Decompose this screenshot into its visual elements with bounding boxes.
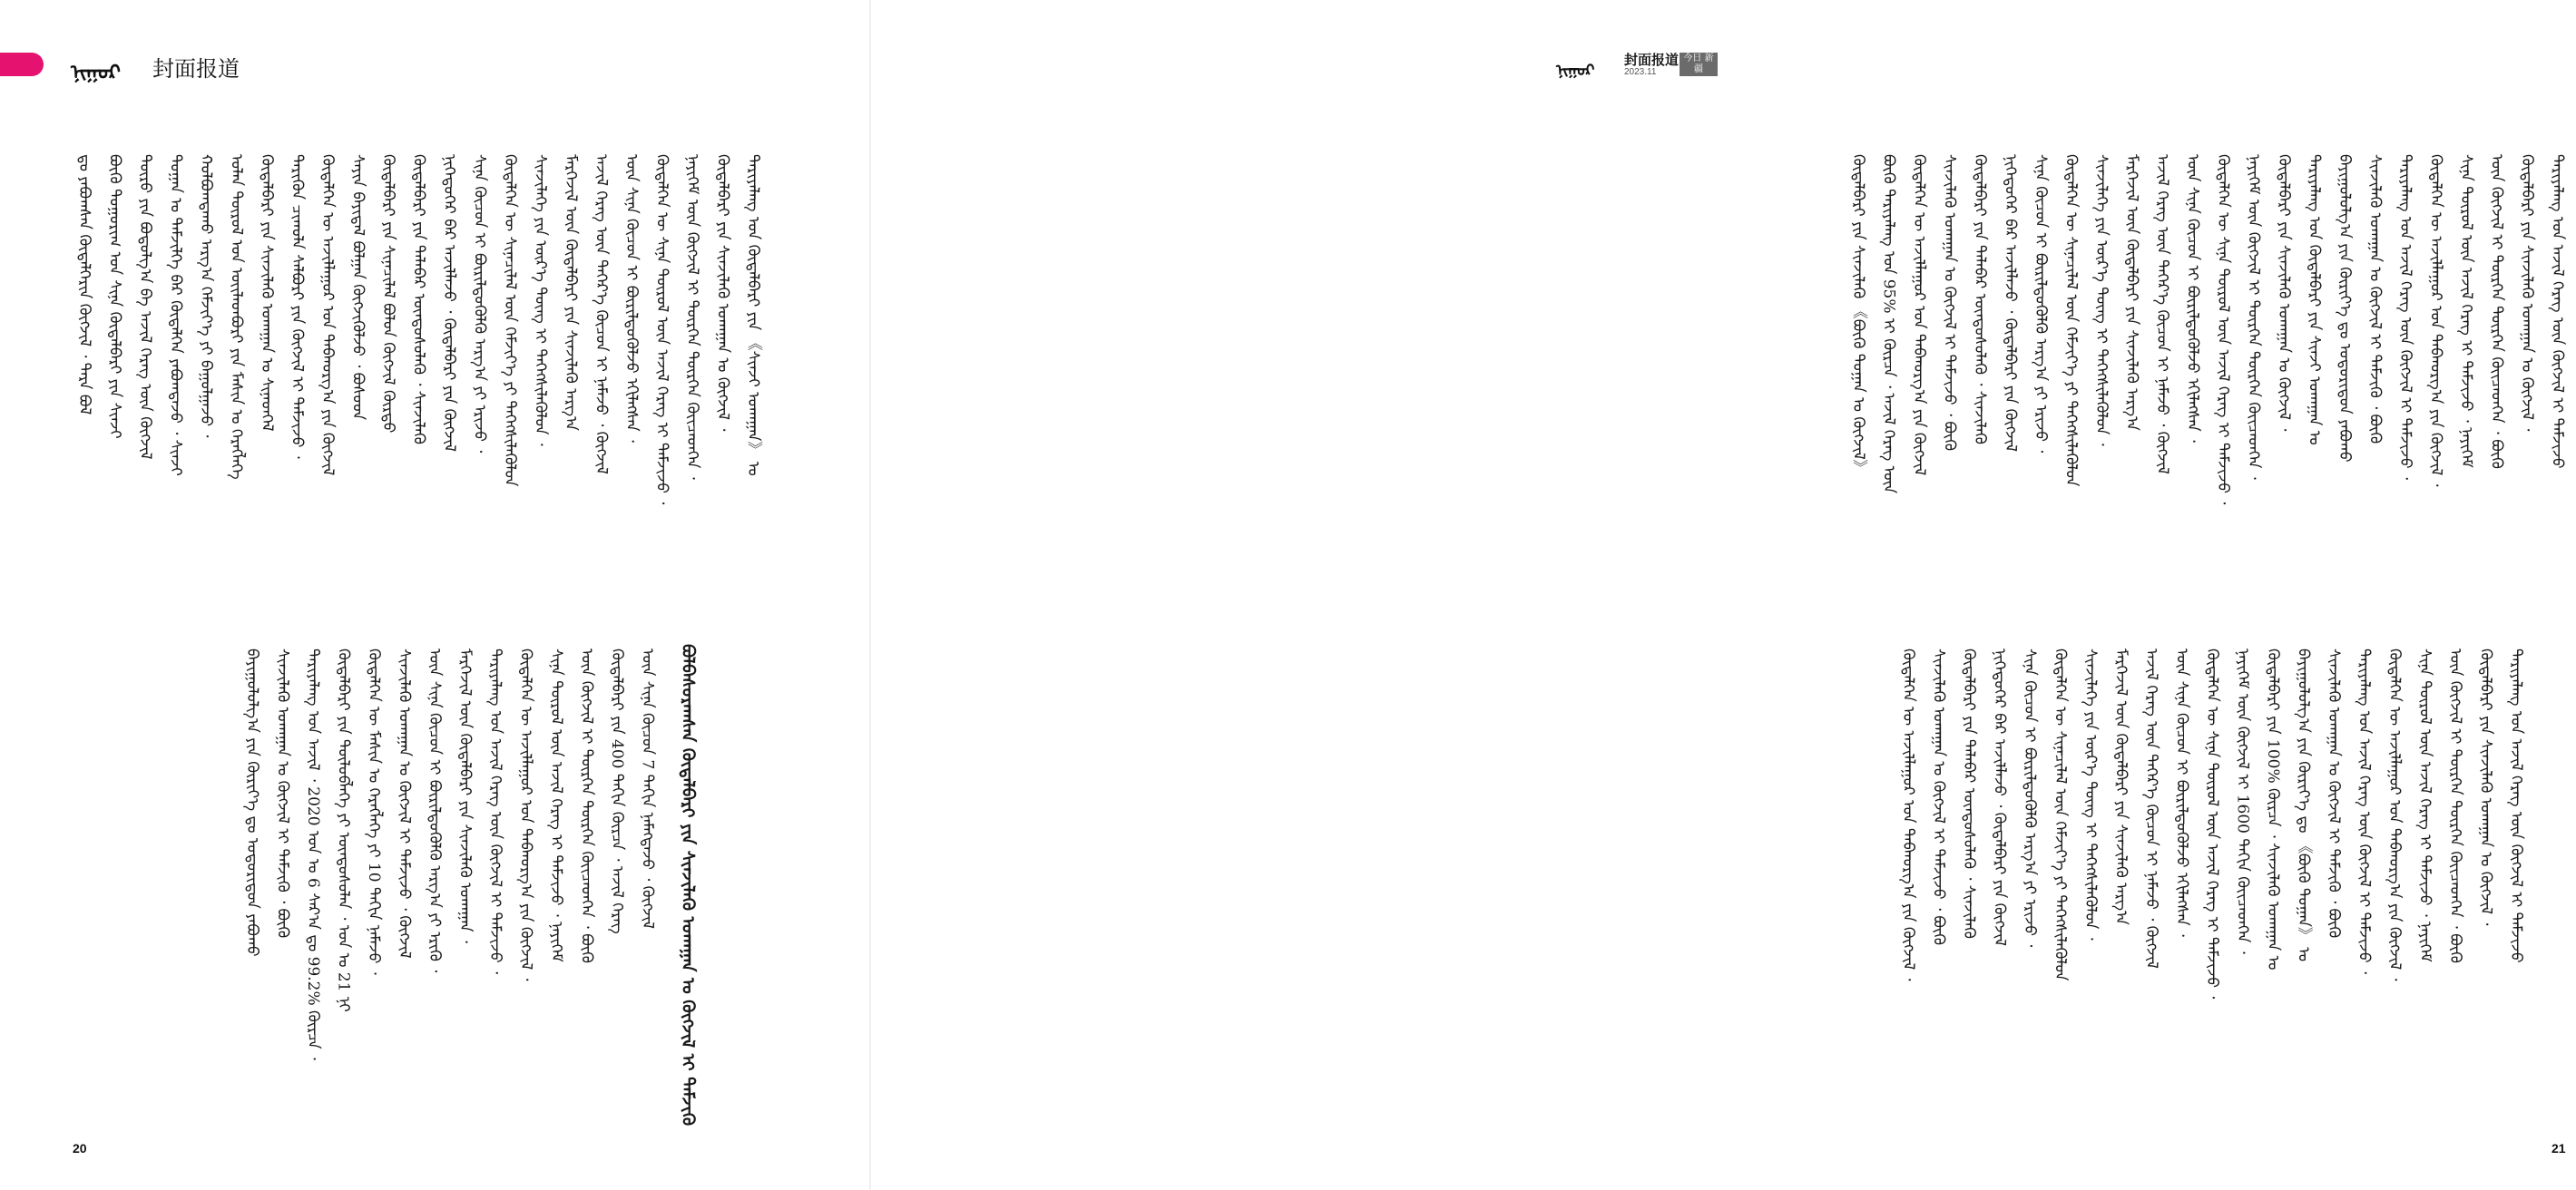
text-column: ᠠᠵᠢᠯ ᠬᠡᠷᠡᠭ ᠦᠨ ᠳᠡᠭᠡᠷ᠎ᠡ ᠬᠦᠴᠦᠨ ᠢ ᠨᠡᠮᠡᠵᠦ ᠂ ᠬᠥᠭᠵᠢᠯ [2142, 649, 2160, 969]
text-column: ᠲᠠᠷᠢᠶᠠᠯᠠᠩ ᠤᠨ ᠠᠵᠢᠯ ᠬᠡᠷᠡᠭ ᠦᠨ ᠬᠥᠭᠵᠢᠯ ᠢ ᠳᠡᠮᠵᠢᠵᠦ [2507, 649, 2525, 963]
text-column: ᠰᠢᠨᠵᠢᠯᠡᠬᠦ ᠤᠬᠠᠭᠠᠨ ᠤ ᠬᠥᠭᠵᠢᠯ ᠢ ᠳᠡᠮᠵᠢᠵᠦ ᠂ ᠪᠦᠬᠦ [1940, 154, 1959, 452]
left-page [0, 0, 871, 1190]
text-column: ᠮᠡᠷᠭᠡᠵᠢᠯ ᠦᠨ ᠬᠥᠳᠡᠯᠪᠡᠷᠢ ᠶᠢᠨ ᠰᠢᠨᠵᠢᠯᠡᠬᠦ ᠠᠷᠭ᠎ᠠ [2122, 154, 2141, 431]
text-column: ᠰᠢᠨᠵᠢᠯᠡᠭᠡ ᠶᠢᠨ ᠦᠷ᠎ᠡ ᠳᠦᠩ ᠢ ᠳᠡᠭᠡᠭᠰᠢᠯᠡᠭᠦᠯᠦᠨ ᠂ [2081, 649, 2100, 941]
text-column: ᠬᠥᠳᠡᠯᠭᠡᠨ ᠦ ᠠᠵᠢᠯᠯᠠᠭᠤᠷ ᠤᠨ ᠳᠠᠪᠬᠤᠷᠭ᠎ᠠ ᠶᠢᠨ ᠬᠥᠭᠵᠢᠯ ᠂ [2426, 154, 2445, 487]
text-column: ᠦᠨ ᠰᠢᠨᠡ ᠬᠦᠴᠦᠨ ᠢ ᠪᠦᠷᠢᠯᠳᠦᠭᠦᠯᠵᠦ ᠡᠬᠢᠯᠡᠭᠰᠡᠨ ᠂ [2172, 649, 2191, 937]
text-column: ᠠᠵᠢᠯ ᠬᠡᠷᠡᠭ ᠦᠨ ᠳᠡᠭᠡᠷ᠎ᠡ ᠬᠦᠴᠦᠨ ᠢ ᠨᠡᠮᠡᠵᠦ ᠂ ᠬᠥᠭᠵᠢᠯ [2153, 154, 2171, 474]
text-column: ᠲᠠᠷᠢᠶᠠᠯᠠᠩ ᠤᠨ ᠬᠥᠳᠡᠯᠪᠡᠷᠢ ᠶᠢᠨ ᠰᠢᠨᠵᠢ ᠤᠬᠠᠭᠠᠨ ᠤ [2305, 154, 2324, 445]
left-top-text-block [73, 154, 772, 644]
right-bottom-text-block [1896, 649, 2535, 1120]
text-column: ᠦᠨ ᠰᠢᠨᠡ ᠬᠦᠴᠦᠨ 7 ᠳᠠᠬᠢᠨ ᠨᠡᠮᠡᠭᠳᠡᠵᠦ ᠂ ᠬᠥᠭᠵᠢᠯ [638, 649, 657, 930]
issue-date: 2023.11 [1624, 67, 1657, 77]
text-column: ᠲᠠᠷᠢᠶᠠᠯᠠᠩ ᠤᠨ ᠠᠵᠢᠯ ᠬᠡᠷᠡᠭ ᠦᠨ ᠬᠥᠭᠵᠢᠯ ᠢ ᠳᠡᠮᠵᠢᠵᠦ [2548, 154, 2567, 469]
text-column: ᠰᠢᠨᠵᠢᠯᠡᠬᠦ ᠤᠬᠠᠭᠠᠨ ᠤ ᠬᠥᠭᠵᠢᠯ ᠢ ᠳᠡᠮᠵᠢᠬᠦ ᠂ ᠪᠦᠬᠦ [2365, 154, 2385, 444]
text-column: ᠰᠢᠨᠡ ᠲᠥᠷᠥᠯ ᠦᠨ ᠠᠵᠢᠯ ᠬᠡᠷᠡᠭ ᠢ ᠳᠡᠮᠵᠢᠵᠦ ᠂ ᠨᠡᠶᠢᠭᠡᠮ [547, 649, 565, 962]
text-column: ᠦᠨ ᠰᠢᠨᠡ ᠬᠦᠴᠦᠨ ᠢ ᠪᠦᠷᠢᠯᠳᠦᠭᠦᠯᠵᠦ ᠡᠬᠢᠯᠡᠭᠰᠡᠨ ᠂ [622, 154, 641, 443]
text-column: ᠬᠥᠳᠡᠯᠭᠡᠨ ᠦ ᠰᠢᠨᠡᠴᠢᠯᠡᠯ ᠦᠨ ᠬᠡᠮᠵᠢᠶ᠎ᠡ ᠶᠢ ᠳᠡᠭᠡᠭᠰᠢᠯᠡᠭᠦᠯᠦᠨ [2051, 649, 2070, 981]
text-column: ᠬᠥᠳᠡᠯᠭᠡᠨ ᠦ ᠠᠵᠢᠯᠯᠠᠭᠤᠷ ᠤᠨ ᠳᠠᠪᠬᠤᠷᠭ᠎ᠠ ᠶᠢᠨ ᠬᠥᠭᠵᠢᠯ ᠂ [516, 649, 535, 981]
text-column: ᠬᠥᠳᠡᠯᠪᠡᠷᠢ ᠶᠢᠨ 400 ᠳᠠᠬᠢᠨ ᠬᠦᠷᠴᠡ ᠂ ᠠᠵᠢᠯ ᠬᠡᠷᠡᠭ [608, 649, 626, 934]
text-column: ᠨᠡᠶᠢᠭᠡᠮ ᠦᠨ ᠬᠥᠭᠵᠢᠯ ᠢ 1600 ᠳᠠᠬᠢᠨ ᠭᠦᠢᠴᠡᠳᠭᠡᠨ ᠂ [2233, 649, 2252, 954]
text-column: ᠮᠡᠷᠭᠡᠵᠢᠯ ᠦᠨ ᠬᠥᠳᠡᠯᠪᠡᠷᠢ ᠶᠢᠨ ᠰᠢᠨᠵᠢᠯᠡᠬᠦ ᠠᠷᠭ᠎ᠠ [562, 154, 580, 431]
text-column: ᠬᠥᠳᠡᠯᠪᠡᠷᠢ ᠶᠢᠨ ᠲᠠᠯᠠᠪᠠᠷ ᠦᠨᠳᠦᠰᠦᠯᠡᠬᠦ ᠂ ᠰᠢᠨᠵᠢᠯᠡᠬᠦ [1971, 154, 1989, 444]
text-column: ᠬᠥᠳᠡᠯᠪᠡᠷᠢ ᠶᠢᠨ ᠰᠢᠨᠵᠢᠯᠡᠬᠦ ᠤᠬᠠᠭᠠᠨ ᠤ ᠬᠥᠭᠵᠢᠯ ᠂ [2476, 649, 2495, 926]
text-column: ᠬᠥᠳᠡᠯᠪᠡᠷᠢ ᠶᠢᠨ ᠰᠢᠨᠵᠢᠯᠡᠬᠦ 《ᠪᠦᠬᠦ ᠲᠣᠭᠠᠨ ᠤ ᠬᠥᠭᠵᠢᠯ》 [1849, 154, 1867, 475]
text-column: ᠲᠣᠭᠠᠨ ᠤ ᠳᠡᠮᠵᠢᠯᠭᠡ ᠪᠠᠷ ᠬᠥᠳᠡᠯᠭᠡᠨ ᠶᠠᠪᠤᠭᠳᠠᠵᠤ ᠂ ᠰᠢᠨᠵᠢ [166, 154, 185, 476]
text-column: ᠬᠥᠳᠡᠯᠪᠡᠷᠢ ᠶᠢᠨ ᠰᠢᠨᠵᠢᠯᠡᠬᠦ ᠤᠬᠠᠭᠠᠨ ᠤ ᠬᠥᠭᠵᠢᠯ ᠂ [2275, 154, 2293, 432]
text-column: ᠬᠥᠳᠡᠯᠭᠡᠨ ᠦ ᠠᠵᠢᠯᠯᠠᠭᠤᠷ ᠤᠨ ᠳᠠᠪᠬᠤᠷᠭ᠎ᠠ ᠶᠢᠨ ᠬᠥᠭᠵᠢᠯ ᠂ [2385, 649, 2404, 981]
text-column: ᠬᠥᠳᠡᠯᠪᠡᠷᠢ ᠶᠢᠨ ᠰᠢᠨᠵᠢᠯᠡᠬᠦ ᠤᠬᠠᠭᠠᠨ ᠤ ᠬᠥᠭᠵᠢᠯ ᠂ [2518, 154, 2536, 432]
text-column: ᠬᠥᠳᠡᠯᠪᠡᠷᠢ ᠶᠢᠨ ᠲᠠᠯᠠᠪᠠᠷ ᠦᠨᠳᠦᠰᠦᠯᠡᠬᠦ ᠂ ᠰᠢᠨᠵᠢᠯᠡᠬᠦ [1960, 649, 1978, 939]
text-column: ᠮᠡᠷᠭᠡᠵᠢᠯ ᠦᠨ ᠬᠥᠳᠡᠯᠪᠡᠷᠢ ᠶᠢᠨ ᠰᠢᠨᠵᠢᠯᠡᠬᠦ ᠤᠬᠠᠭᠠᠨ ᠂ [455, 649, 475, 943]
section-tab-marker [0, 53, 44, 76]
text-column: ᠣᠯᠠᠨ ᠲᠥᠷᠥᠯ ᠤᠨ ᠦᠢᠯᠡᠳᠪᠦᠷᠢ ᠶᠢᠨ ᠮᠠᠰᠢᠨ ᠤ ᠬᠡᠷᠡᠭᠯᠡᠭᠡ [227, 154, 246, 480]
text-column: ᠪᠠᠶᠢᠭᠤᠯᠤᠯᠭ᠎ᠠ ᠶᠢᠨ ᠬᠦᠷᠢᠶ᠎ᠡ ᠳᠤ ᠤᠳᠤᠷᠢᠳᠤᠨ ᠶᠠᠪᠤᠬᠤ [2336, 154, 2354, 463]
text-column: ᠮᠡᠷᠭᠡᠵᠢᠯ ᠦᠨ ᠬᠥᠳᠡᠯᠪᠡᠷᠢ ᠶᠢᠨ ᠰᠢᠨᠵᠢᠯᠡᠬᠦ ᠠᠷᠭ᠎ᠠ [2111, 649, 2130, 925]
right-header-mongolian: ᠨᠢᠭᠤᠷ [1556, 62, 1595, 80]
text-column: ᠲᠡᠷᠢᠭᠦᠨ ᠴᠢᠬᠤᠯᠠ ᠰᠠᠯᠪᠤᠷᠢ ᠶᠢᠨ ᠬᠥᠭᠵᠢᠯ ᠢ ᠳᠡᠮᠵᠢᠵᠦ ᠂ [288, 154, 307, 459]
text-column: ᠦᠨ ᠰᠢᠨᠡ ᠬᠦᠴᠦᠨ ᠢ ᠪᠦᠷᠢᠯᠳᠦᠭᠦᠯᠵᠦ ᠡᠬᠢᠯᠡᠭᠰᠡᠨ ᠂ [2183, 154, 2202, 443]
text-column: ᠰᠢᠨᠵᠢᠯᠡᠬᠦ ᠤᠬᠠᠭᠠᠨ ᠤ ᠬᠥᠭᠵᠢᠯ ᠢ ᠳᠡᠮᠵᠢᠬᠦ ᠂ ᠪᠦᠬᠦ [273, 649, 292, 939]
text-column: ᠲᠥᠷᠥ ᠶᠢᠨ ᠪᠣᠳᠣᠯᠭ᠎ᠠ ᠪᠠ ᠠᠵᠢᠯ ᠬᠡᠷᠡᠭ ᠦᠨ ᠬᠥᠭᠵᠢᠯ [136, 154, 154, 460]
left-header-mongolian: ᠨᠢᠭᠤᠷ [71, 61, 121, 84]
text-column: ᠰᠢᠨᠵᠢᠯᠡᠭᠡ ᠶᠢᠨ ᠦᠷ᠎ᠡ ᠳᠦᠩ ᠢ ᠳᠡᠭᠡᠭᠰᠢᠯᠡᠭᠦᠯᠦᠨ ᠂ [531, 154, 550, 446]
text-column: ᠬᠥᠳᠡᠯᠪᠡᠷᠢ ᠶᠢᠨ ᠰᠢᠨᠵᠢᠯᠡᠬᠦ ᠤᠬᠠᠭᠠᠨ ᠤ ᠬᠥᠭᠵᠢᠯ ᠂ [713, 154, 732, 432]
text-column: ᠪᠠᠶᠢᠭᠤᠯᠤᠯᠭ᠎ᠠ ᠶᠢᠨ ᠬᠦᠷᠢᠶ᠎ᠡ ᠳᠤ 《ᠪᠦᠬᠦ ᠲᠣᠭᠠᠨ》 ᠤ [2294, 649, 2313, 962]
text-column: ᠰᠢᠨᠵᠢᠯᠡᠬᠦ ᠤᠬᠠᠭᠠᠨ ᠤ ᠬᠥᠭᠵᠢᠯ ᠢ ᠳᠡᠮᠵᠢᠵᠦ ᠂ ᠬᠥᠭᠵᠢᠯ [395, 649, 414, 959]
text-column: ᠬᠣᠯᠪᠣᠭᠳᠠᠬᠤ ᠠᠷᠭ᠎ᠠ ᠬᠡᠮᠵᠢᠶ᠎ᠡ ᠶᠢ ᠪᠠᠭᠤᠯᠭᠠᠵᠤ ᠂ [197, 154, 215, 438]
text-column: ᠬᠥᠳᠡᠯᠭᠡᠨ ᠦ ᠮᠠᠰᠢᠨ ᠤ ᠬᠡᠷᠡᠭᠯᠡᠭᠡ ᠶᠢ 10 ᠳᠠᠬᠢᠨ ᠨᠡᠮᠡᠵᠦ ᠂ [365, 649, 383, 975]
text-column: ᠠᠵᠢᠯ ᠬᠡᠷᠡᠭ ᠦᠨ ᠳᠡᠭᠡᠷ᠎ᠡ ᠬᠦᠴᠦᠨ ᠢ ᠨᠡᠮᠡᠵᠦ ᠂ ᠬᠥᠭᠵᠢᠯ [592, 154, 611, 474]
right-header-title: 封面报道 [1624, 53, 1680, 68]
text-column: ᠨᠡᠶᠢᠭᠡᠮ ᠦᠨ ᠬᠥᠭᠵᠢᠯ ᠢ ᠲᠥᠷᠭᠡᠨ ᠳᠦᠷᠭᠡᠨ ᠭᠦᠢᠴᠡᠳᠭᠡᠨ ᠂ [2244, 154, 2263, 480]
page-number-right: 21 [2552, 1141, 2566, 1156]
text-column: ᠬᠥᠳᠡᠯᠪᠡᠷᠢ ᠶᠢᠨ ᠲᠠᠯᠠᠪᠠᠷ ᠦᠨᠳᠦᠰᠦᠯᠡᠬᠦ ᠂ ᠰᠢᠨᠵᠢᠯᠡᠬᠦ [409, 154, 428, 444]
text-column: ᠦᠨ ᠬᠥᠭᠵᠢᠯ ᠢ ᠲᠥᠷᠭᠡᠨ ᠳᠦᠷᠭᠡᠨ ᠭᠦᠢᠴᠡᠳᠭᠡᠨ ᠂ ᠪᠦᠬᠦ [2446, 649, 2464, 963]
text-column: ᠨᠢᠭᠡᠳᠦᠭᠡᠷ ᠪᠡᠷ ᠠᠵᠢᠯᠯᠠᠵᠤ ᠂ ᠬᠥᠳᠡᠯᠪᠡᠷᠢ ᠶᠢᠨ ᠬᠥᠭᠵᠢᠯ [1990, 649, 2009, 946]
section-heading-text: ᠪᠣᠯᠪᠠᠰᠤᠷᠠᠭᠰᠠᠨ ᠬᠥᠳᠡᠯᠪᠡᠷᠢ ᠶᠢᠨ ᠰᠢᠨᠵᠢᠯᠡᠬᠦ ᠤᠬᠠᠭᠠᠨ ᠤ ᠬᠥᠭᠵᠢᠯ ᠢ ᠳᠡᠮᠵᠢᠬᠦ [678, 644, 698, 1127]
text-column: ᠬᠥᠳᠡᠯᠭᠡᠨ ᠦ ᠰᠢᠨᠡ ᠲᠥᠷᠥᠯ ᠦᠨ ᠠᠵᠢᠯ ᠬᠡᠷᠡᠭ ᠢ ᠳᠡᠮᠵᠢᠵᠦ ᠂ [2214, 154, 2232, 505]
text-column: ᠲᠠᠷᠢᠶᠠᠯᠠᠩ ᠤᠨ ᠠᠵᠢᠯ ᠂ 2020 ᠣᠨ ᠤ 6 ᠰᠠᠷ᠎ᠠ ᠳᠤ 99.2% ᠬᠦᠷᠴᠡ ᠂ [304, 649, 322, 1060]
text-column: ᠲᠠᠷᠢᠶᠠᠯᠠᠩ ᠤᠨ ᠠᠵᠢᠯ ᠬᠡᠷᠡᠭ ᠦᠨ ᠬᠥᠭᠵᠢᠯ ᠢ ᠳᠡᠮᠵᠢᠵᠦ ᠂ [2396, 154, 2414, 480]
text-column: ᠬᠥᠳᠡᠯᠭᠡᠨ ᠦ ᠠᠵᠢᠯᠯᠠᠭᠤᠷ ᠤᠨ ᠳᠠᠪᠬᠤᠷᠭ᠎ᠠ ᠶᠢᠨ ᠬᠥᠭᠵᠢᠯ [1910, 154, 1928, 476]
text-column: ᠬᠥᠳᠡᠯᠭᠡᠨ ᠦ ᠠᠵᠢᠯᠯᠠᠭᠤᠷ ᠤᠨ ᠳᠠᠪᠬᠤᠷᠭ᠎ᠠ ᠶᠢᠨ ᠬᠥᠭᠵᠢᠯ [318, 154, 337, 476]
text-column: ᠪᠠᠶᠢᠭᠤᠯᠤᠯᠭ᠎ᠠ ᠶᠢᠨ ᠬᠦᠷᠢᠶ᠎ᠡ ᠳᠤ ᠤᠳᠤᠷᠢᠳᠤᠨ ᠶᠠᠪᠤᠬᠤ [243, 649, 261, 957]
text-column: ᠬᠥᠳᠡᠯᠭᠡᠨ ᠦ ᠰᠢᠨᠡᠴᠢᠯᠡᠯ ᠦᠨ ᠬᠡᠮᠵᠢᠶ᠎ᠡ ᠶᠢ ᠳᠡᠭᠡᠭᠰᠢᠯᠡᠭᠦᠯᠦᠨ [501, 154, 519, 487]
text-column: ᠦᠨ ᠰᠢᠨᠡ ᠬᠦᠴᠦᠨ ᠢ ᠪᠦᠷᠢᠯᠳᠦᠭᠦᠯᠬᠦ ᠠᠷᠭ᠎ᠠ ᠶᠢ ᠡᠷᠢᠬᠦ ᠂ [426, 649, 444, 973]
text-column: ᠲᠠᠷᠢᠶᠠᠯᠠᠩ ᠤᠨ ᠠᠵᠢᠯ ᠬᠡᠷᠡᠭ ᠦᠨ ᠬᠥᠭᠵᠢᠯ ᠢ ᠳᠡᠮᠵᠢᠵᠦ ᠂ [2355, 649, 2374, 974]
text-column: ᠨᠢᠭᠡᠳᠦᠭᠡᠷ ᠪᠡᠷ ᠠᠵᠢᠯᠯᠠᠵᠤ ᠂ ᠬᠥᠳᠡᠯᠪᠡᠷᠢ ᠶᠢᠨ ᠬᠥᠭᠵᠢᠯ [2001, 154, 2020, 452]
text-column: ᠲᠠᠷᠢᠶᠠᠯᠠᠩ ᠤᠨ ᠠᠵᠢᠯ ᠬᠡᠷᠡᠭ ᠦᠨ ᠬᠥᠭᠵᠢᠯ ᠢ ᠳᠡᠮᠵᠢᠵᠦ ᠂ [486, 649, 504, 974]
text-column: ᠬᠥᠳᠡᠯᠭᠡᠨ ᠦ ᠰᠢᠨᠡᠴᠢᠯᠡᠯ ᠦᠨ ᠬᠡᠮᠵᠢᠶ᠎ᠡ ᠶᠢ ᠳᠡᠭᠡᠭᠰᠢᠯᠡᠭᠦᠯᠦᠨ [2062, 154, 2081, 487]
right-page [871, 0, 2567, 1190]
text-column: ᠰᠢᠨᠵᠢᠯᠡᠭᠡ ᠶᠢᠨ ᠦᠷ᠎ᠡ ᠳᠦᠩ ᠢ ᠳᠡᠭᠡᠭᠰᠢᠯᠡᠭᠦᠯᠦᠨ ᠂ [2092, 154, 2111, 446]
text-column: ᠦᠨ ᠬᠥᠭᠵᠢᠯ ᠢ ᠲᠥᠷᠭᠡᠨ ᠳᠦᠷᠭᠡᠨ ᠭᠦᠢᠴᠡᠳᠭᠡᠨ ᠂ ᠪᠦᠬᠦ [2487, 154, 2506, 469]
text-column: ᠨᠢᠭᠡᠳᠦᠭᠡᠷ ᠪᠡᠷ ᠠᠵᠢᠯᠯᠠᠵᠤ ᠂ ᠬᠥᠳᠡᠯᠪᠡᠷᠢ ᠶᠢᠨ ᠬᠥᠭᠵᠢᠯ [440, 154, 458, 452]
text-column: ᠲᠠᠷᠢᠶᠠᠯᠠᠩ ᠤᠨ ᠬᠥᠳᠡᠯᠪᠡᠷᠢ ᠶᠢᠨ 《ᠰᠢᠨᠵᠢ ᠤᠬᠠᠭᠠᠨ》 ᠤ [744, 154, 762, 476]
text-column: ᠳᠤ ᠶᠠᠪᠤᠭᠰᠠᠨ ᠬᠥᠳᠡᠯᠬᠡᠷᠢᠨ ᠬᠥᠭᠵᠢᠯ ᠂ ᠲᠡᠷᠡ ᠪᠤᠯ [75, 154, 93, 415]
text-column: ᠰᠢᠨᠡ ᠬᠦᠴᠦᠨ ᠢ ᠪᠦᠷᠢᠯᠳᠦᠭᠦᠯᠬᠦ ᠠᠷᠭ᠎ᠠ ᠶᠢ ᠡᠷᠢᠵᠦ ᠂ [2021, 649, 2039, 948]
left-header-title: 封面报道 [152, 56, 240, 82]
left-section-heading [676, 644, 703, 1127]
text-column: ᠰᠠᠶᠢᠨ ᠪᠠᠶᠢᠳᠠᠯ ᠪᠣᠯᠭᠠᠨ ᠬᠥᠭᠵᠢᠭᠦᠯᠵᠦ ᠂ ᠪᠤᠰᠤᠳ [348, 154, 367, 421]
text-column: ᠬᠥᠳᠡᠯᠭᠡᠨ ᠦ ᠰᠢᠨᠡ ᠲᠥᠷᠥᠯ ᠦᠨ ᠠᠵᠢᠯ ᠬᠡᠷᠡᠭ ᠢ ᠳᠡᠮᠵᠢᠵᠦ ᠂ [652, 154, 671, 505]
text-column: ᠬᠥᠳᠡᠯᠪᠡᠷᠢ ᠶᠢᠨ ᠲᠥᠯᠥᠪᠯᠡᠭᠡ ᠶᠢ ᠦᠨᠳᠦᠰᠦᠯᠡᠨ ᠂ ᠣᠨ ᠤ 21 ᠨᠢ [334, 649, 353, 1012]
left-bottom-text-block [240, 649, 666, 1120]
text-column: ᠰᠢᠨᠡ ᠲᠥᠷᠥᠯ ᠦᠨ ᠠᠵᠢᠯ ᠬᠡᠷᠡᠭ ᠢ ᠳᠡᠮᠵᠢᠵᠦ ᠂ ᠨᠡᠶᠢᠭᠡᠮ [2415, 649, 2434, 962]
text-column: ᠪᠦᠬᠦ ᠳᠤᠭᠤᠷᠢᠭ ᠤᠨ ᠰᠢᠨᠡ ᠬᠥᠳᠡᠯᠪᠡᠷᠢ ᠶᠢᠨ ᠰᠢᠨᠵᠢ [105, 154, 124, 439]
text-column: ᠪᠦᠬᠦ ᠲᠠᠷᠢᠶᠠᠯᠠᠩ ᠤᠨ 95% ᠢ ᠬᠦᠷᠴᠡ ᠂ ᠠᠵᠢᠯ ᠬᠡᠷᠡᠭ ᠦᠨ [1879, 154, 1898, 494]
text-column: ᠬᠥᠳᠡᠯᠭᠡᠨ ᠦ ᠰᠢᠨᠡ ᠲᠥᠷᠥᠯ ᠦᠨ ᠠᠵᠢᠯ ᠬᠡᠷᠡᠭ ᠢ ᠳᠡᠮᠵᠢᠵᠦ ᠂ [2203, 649, 2221, 1000]
text-column: ᠬᠥᠳᠡᠯᠪᠡᠷᠢ ᠶᠢᠨ ᠰᠢᠨᠵᠢᠯᠡᠬᠦ ᠤᠬᠠᠭᠠᠨ ᠤ ᠰᠢᠨᠡᠳᠬᠡᠯ [258, 154, 276, 432]
text-column: ᠬᠥᠳᠡᠯᠭᠡᠨ ᠦ ᠠᠵᠢᠯᠯᠠᠭᠤᠷ ᠤᠨ ᠳᠠᠪᠬᠤᠷᠭ᠎ᠠ ᠶᠢᠨ ᠬᠥᠭᠵᠢᠯ ᠂ [1899, 649, 1917, 981]
text-column: ᠨᠡᠶᠢᠭᠡᠮ ᠦᠨ ᠬᠥᠭᠵᠢᠯ ᠢ ᠲᠥᠷᠭᠡᠨ ᠳᠦᠷᠭᠡᠨ ᠭᠦᠢᠴᠡᠳᠭᠡᠨ ᠂ [683, 154, 701, 480]
text-column: ᠰᠢᠨᠡ ᠲᠥᠷᠥᠯ ᠦᠨ ᠠᠵᠢᠯ ᠬᠡᠷᠡᠭ ᠢ ᠳᠡᠮᠵᠢᠵᠦ ᠂ ᠨᠡᠶᠢᠭᠡᠮ [2457, 154, 2475, 468]
text-column: ᠬᠥᠳᠡᠯᠪᠡᠷᠢ ᠶᠢᠨ 100% ᠬᠦᠷᠴᠡ ᠂ ᠰᠢᠨᠵᠢᠯᠡᠬᠦ ᠤᠬᠠᠭᠠᠨ ᠤ [2264, 649, 2282, 971]
text-column: ᠰᠢᠨᠵᠢᠯᠡᠬᠦ ᠤᠬᠠᠭᠠᠨ ᠤ ᠬᠥᠭᠵᠢᠯ ᠢ ᠳᠡᠮᠵᠢᠬᠦ ᠂ ᠪᠦᠬᠦ [2325, 649, 2343, 939]
page-number-left: 20 [73, 1141, 87, 1156]
text-column: ᠰᠢᠨᠡ ᠬᠦᠴᠦᠨ ᠢ ᠪᠦᠷᠢᠯᠳᠦᠭᠦᠯᠬᠦ ᠠᠷᠭ᠎ᠠ ᠶᠢ ᠡᠷᠢᠵᠦ ᠂ [2032, 154, 2050, 454]
text-column: ᠰᠢᠨᠡ ᠬᠦᠴᠦᠨ ᠢ ᠪᠦᠷᠢᠯᠳᠦᠭᠦᠯᠬᠦ ᠠᠷᠭ᠎ᠠ ᠶᠢ ᠡᠷᠢᠵᠦ ᠂ [470, 154, 489, 454]
right-top-text-block [1846, 154, 2576, 644]
text-column: ᠰᠢᠨᠵᠢᠯᠡᠬᠦ ᠤᠬᠠᠭᠠᠨ ᠤ ᠬᠥᠭᠵᠢᠯ ᠢ ᠳᠡᠮᠵᠢᠵᠦ ᠂ ᠪᠦᠬᠦ [1929, 649, 1948, 946]
text-column: ᠦᠨ ᠬᠥᠭᠵᠢᠯ ᠢ ᠲᠥᠷᠭᠡᠨ ᠳᠦᠷᠭᠡᠨ ᠭᠦᠢᠴᠡᠳᠭᠡᠨ ᠂ ᠪᠦᠬᠦ [577, 649, 596, 963]
text-column: ᠬᠥᠳᠡᠯᠪᠡᠷᠢ ᠶᠢᠨ ᠰᠢᠨᠡᠴᠢᠯᠡᠯ ᠪᠣᠯᠤᠨ ᠬᠥᠭᠵᠢᠯ ᠬᠦᠷᠳᠦ [379, 154, 397, 434]
magazine-logo: 今日 新疆 [1680, 53, 1718, 76]
